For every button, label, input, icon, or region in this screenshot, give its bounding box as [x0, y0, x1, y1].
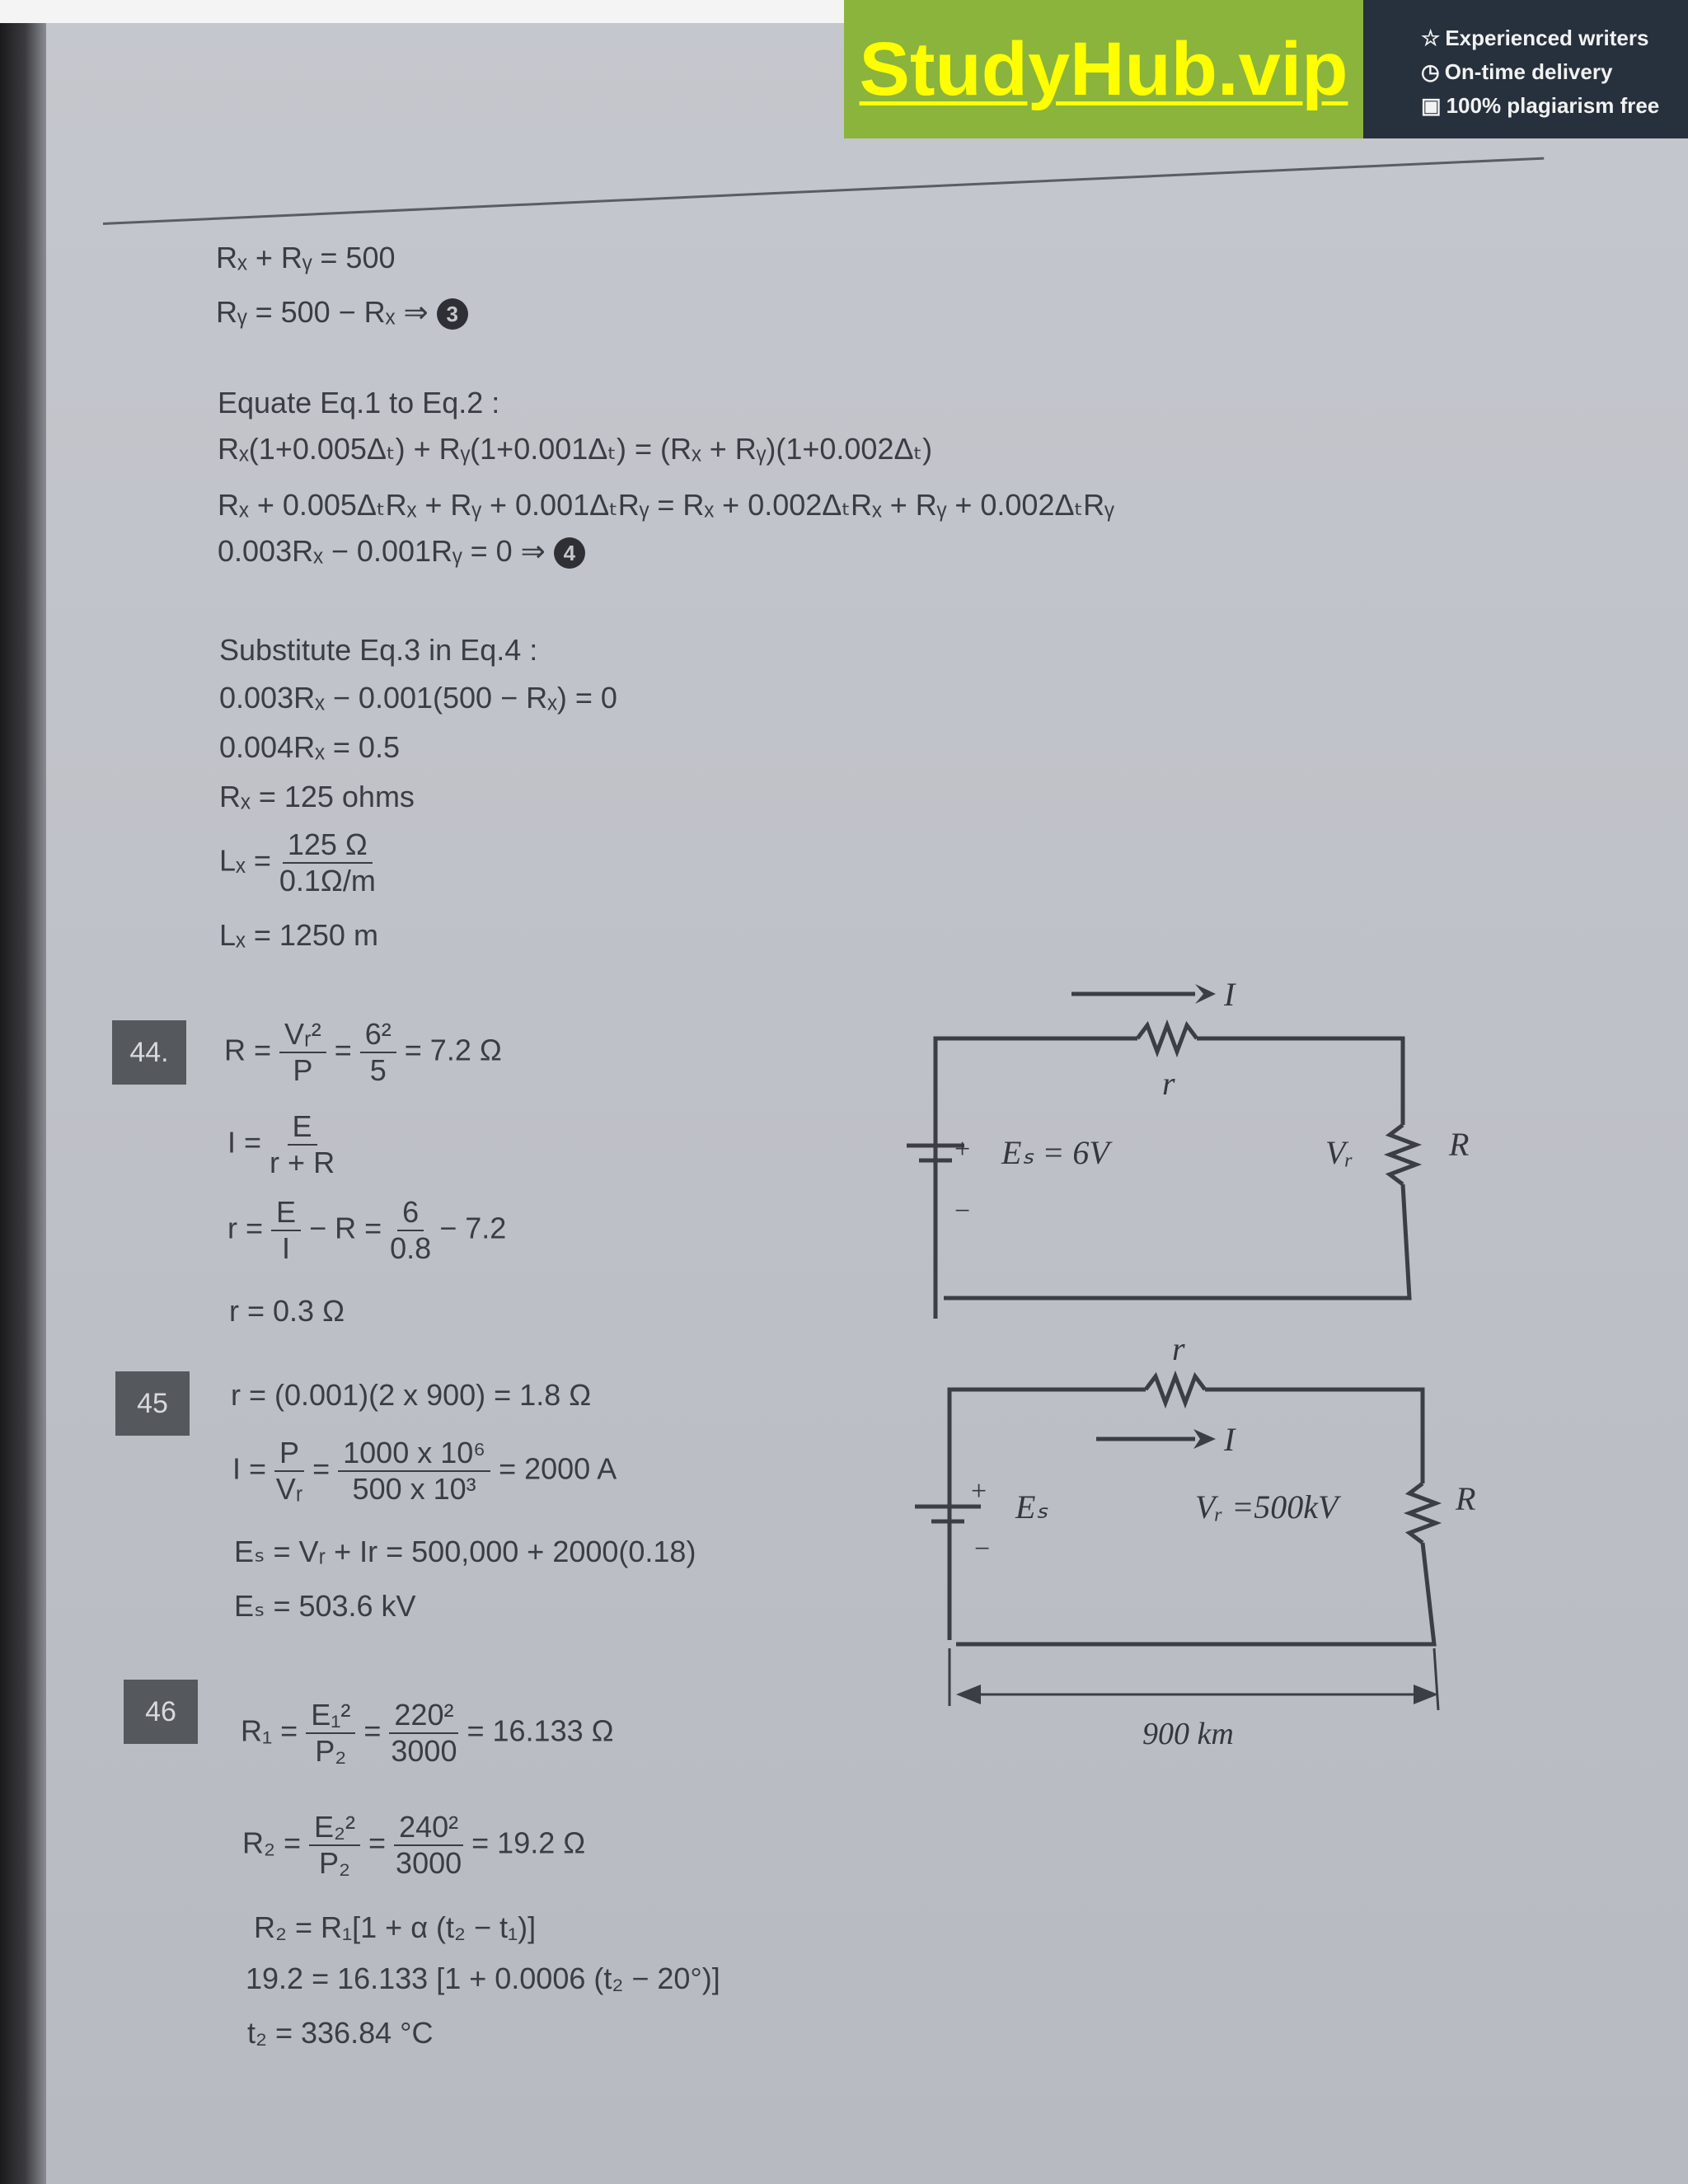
- feature-item: ◷ On-time delivery: [1421, 59, 1613, 84]
- equate-line-1: Rₓ(1+0.005Δₜ) + Rᵧ(1+0.001Δₜ) = (Rₓ + Rᵧ)(1+0.002Δₜ): [218, 432, 933, 466]
- studyhub-banner[interactable]: [844, 0, 1688, 138]
- equate-heading: Equate Eq.1 to Eq.2 :: [218, 386, 500, 419]
- vr-label: Vᵣ: [1325, 1134, 1354, 1171]
- eq-tag: 4: [554, 537, 585, 569]
- p45-circuit-diagram: [898, 1330, 1525, 1751]
- p46-r2-eq: R₂ = $\frac{\text{E₂²}}{\text{P₂}}$ = $\frac{\text{240²}}{3000}$ = 19.2 Ω: [242, 1810, 586, 1880]
- resistor-r-icon: [1146, 1376, 1205, 1403]
- substitute-line-1: 0.003Rₓ − 0.001(500 − Rₓ) = 0: [219, 681, 617, 715]
- wire: [944, 1184, 1409, 1298]
- feature-item: ▣ 100% plagiarism free: [1421, 93, 1660, 118]
- header-rule: [103, 157, 1544, 225]
- wire: [956, 1543, 1434, 1644]
- p45-i-eq: I = $\frac{P}{\text{Vᵣ}}$ = $\frac{\text{1000 x 10⁶}}{\text{500 x 10³}}$ = 2000 A: [232, 1436, 617, 1506]
- wire: [1205, 1390, 1423, 1483]
- star-icon: ☆: [1421, 26, 1441, 50]
- document-icon: ▣: [1421, 93, 1442, 118]
- length-label: 900 km: [1142, 1717, 1234, 1751]
- equate-line-3: 0.003Rₓ − 0.001Rᵧ = 0 ⇒ 4: [218, 534, 585, 569]
- R-label: R: [1449, 1126, 1470, 1163]
- resistor-R-icon: [1390, 1125, 1416, 1184]
- book-spine-shadow: [0, 0, 46, 2184]
- brand-logo[interactable]: StudyHub.vip: [844, 0, 1363, 138]
- feature-list: [1363, 0, 1688, 138]
- dimension-tick: [950, 1648, 1438, 1710]
- p44-answer: r = 0.3 Ω: [229, 1294, 345, 1328]
- R-label: R: [1456, 1480, 1476, 1517]
- r-label: r: [1162, 1065, 1175, 1102]
- wire: [935, 1038, 1137, 1319]
- current-label: I: [1224, 1421, 1236, 1458]
- equate-line-2: Rₓ + 0.005ΔₜRₓ + Rᵧ + 0.001ΔₜRᵧ = Rₓ + 0.002ΔₜRₓ + Rᵧ + 0.002ΔₜRᵧ: [218, 488, 1114, 522]
- p45-line-1: r = (0.001)(2 x 900) = 1.8 Ω: [231, 1378, 592, 1412]
- plus-label: +: [971, 1476, 987, 1507]
- p46-line-4: 19.2 = 16.133 [1 + 0.0006 (t₂ − 20°)]: [246, 1961, 720, 1995]
- p44-r2-eq: r = $\frac{E}{I}$ − R = $\frac{6}{0.8}$ − 7.2: [227, 1195, 507, 1265]
- eq-tag: 3: [437, 298, 468, 330]
- p45-line-4: Eₛ = 503.6 kV: [234, 1589, 416, 1623]
- current-label: I: [1224, 976, 1236, 1013]
- substitute-line-3: Rₓ = 125 ohms: [219, 780, 415, 813]
- r-label: r: [1172, 1330, 1185, 1367]
- eq-sum: Rₓ + Rᵧ = 500: [216, 241, 396, 274]
- substitute-line-2: 0.004Rₓ = 0.5: [219, 730, 400, 764]
- feature-item: ☆ Experienced writers: [1421, 26, 1649, 50]
- substitute-line-5: Lₓ = 1250 m: [219, 918, 378, 952]
- p44-r-eq: R = $\frac{\text{Vᵣ²}}{P}$ = $\frac{\text{6²}}{5}$ = 7.2 Ω: [224, 1017, 502, 1087]
- problem-number-46: 46: [124, 1680, 198, 1744]
- minus-label: −: [974, 1534, 991, 1564]
- p44-circuit-diagram: [890, 972, 1500, 1319]
- substitute-heading: Substitute Eq.3 in Eq.4 :: [219, 633, 538, 667]
- minus-label: −: [954, 1196, 971, 1226]
- vr-label: Vᵣ =500kV: [1195, 1488, 1339, 1526]
- p46-r1-eq: R₁ = $\frac{\text{E₁²}}{\text{P₂}}$ = $\frac{\text{220²}}{3000}$ = 16.133 Ω: [241, 1698, 614, 1768]
- top-margin: [0, 0, 849, 23]
- clock-icon: ◷: [1421, 59, 1440, 84]
- substitute-line-4: Lₓ = $\frac{125 \Omega}{0.1\Omega/m}$: [219, 827, 376, 898]
- eq-ry: Rᵧ = 500 − Rₓ ⇒ 3: [216, 295, 468, 330]
- source-label: Eₛ = 6V: [1001, 1134, 1109, 1171]
- resistor-R-icon: [1409, 1483, 1436, 1543]
- p46-line-5: t₂ = 336.84 °C: [247, 2016, 434, 2050]
- source-label: Eₛ: [1015, 1488, 1048, 1526]
- p45-line-3: Eₛ = Vᵣ + Ir = 500,000 + 2000(0.18): [234, 1535, 696, 1568]
- wire: [1197, 1038, 1403, 1125]
- p46-line-3: R₂ = R₁[1 + α (t₂ − t₁)]: [254, 1910, 537, 1944]
- p44-i-eq: I = $\frac{E}{r + R}$: [227, 1109, 335, 1179]
- plus-label: +: [954, 1134, 971, 1165]
- resistor-r-icon: [1137, 1025, 1197, 1052]
- problem-number-44: 44.: [112, 1020, 186, 1085]
- problem-number-45: 45: [115, 1371, 190, 1436]
